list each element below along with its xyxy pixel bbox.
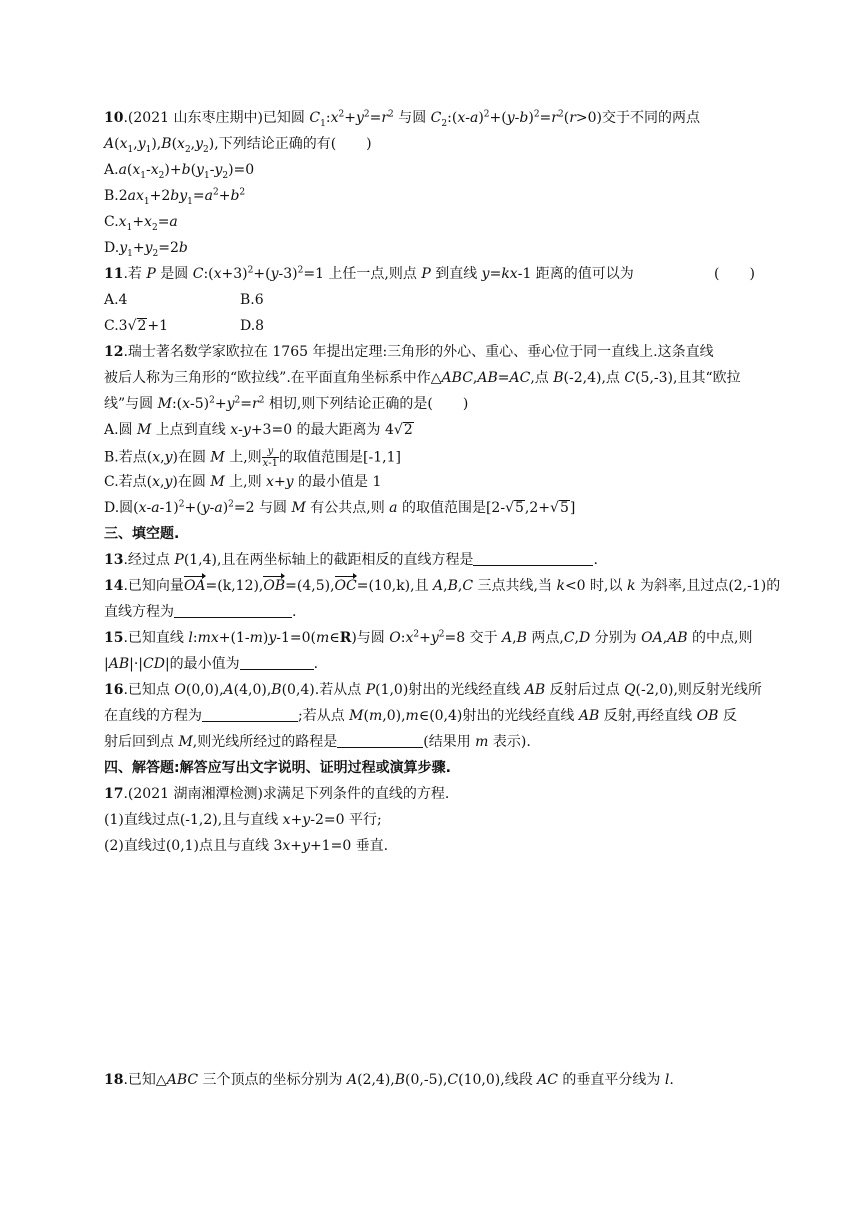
q16-line3: 射后回到点 M,则光线所经过的路程是 (结果用 m 表示).	[104, 734, 531, 750]
q17-line1: 17.(2021 湖南湘潭检测)求满足下列条件的直线的方程.	[104, 786, 450, 802]
section-answer: 四、解答题:解答应写出文字说明、证明过程或演算步骤.	[104, 760, 451, 776]
q11-option-d: D.8	[240, 318, 265, 334]
answer-blank[interactable]	[473, 551, 593, 566]
q17-number: 17	[104, 786, 124, 802]
q16-number: 16	[104, 682, 124, 698]
q13: 13.经过点 P(1,4),且在两坐标轴上的截距相反的直线方程是 .	[104, 552, 598, 568]
q14-line2: 直线方程为 .	[104, 604, 297, 620]
answer-blank[interactable]	[240, 655, 314, 670]
q13-number: 13	[104, 552, 124, 568]
q11-option-c: C.3√2+1	[104, 318, 169, 334]
answer-blank[interactable]	[337, 733, 423, 748]
q16-line1: 16.已知点 O(0,0),A(4,0),B(0,4).若从点 P(1,0)射出的光线经直线 AB 反射后过点 Q(-2,0),则反射光线所	[104, 682, 762, 698]
q10-option-a: $A.a(x_1-x_2)+b(y_1-y_2)=0$	[104, 162, 255, 181]
fraction: $\frac{y}{x-1}$	[262, 446, 279, 469]
q10-option-d: $D.y_1+y_2=2b$	[104, 240, 188, 259]
q11-answer-paren: ( )	[714, 266, 755, 282]
q10-line2: $A(x_1,y_1),B(x_2,y_2)$,下列结论正确的有( )	[104, 136, 372, 155]
q11-stem: 11.若 P 是圆 $C:(x+3)^2+(y-3)^2=1$ 上任一点,则点 P 到直线 y=kx-1 距离的值可以为	[104, 265, 634, 282]
q10-line1: 10.(2021 山东枣庄期中)已知圆 $C_1:x^2+y^2=r^2$ 与圆 $C_2:(x-a)^2+(y-b)^2=r^2(r>0)$交于不同的两点	[104, 109, 700, 129]
q15-line2: |AB|·|CD|的最小值为 .	[104, 656, 319, 672]
q16-line2: 在直线的方程为 ;若从点 M(m,0),m∈(0,4)射出的光线经直线 AB 反射,再经直线 OB 反	[104, 708, 737, 724]
q14-line1: 14.已知向量OA=(k,12),OB=(4,5),OC=(10,k),且 A,B,C 三点共线,当 k<0 时,以 k 为斜率,且过点(2,-1)的	[104, 578, 781, 594]
q11-number: 11	[104, 266, 124, 282]
q12-option-b: B.若点(x,y)在圆 M 上,则 $\frac{y}{x-1}$ 的取值范围是[-1,1]	[104, 446, 401, 469]
q17-line3: (2)直线过(0,1)点且与直线 3x+y+1=0 垂直.	[104, 838, 389, 854]
q12-line3: 线”与圆 $M:(x-5)^2+y^2=r^2$ 相切,则下列结论正确的是( )	[104, 395, 469, 412]
q14-number: 14	[104, 578, 124, 594]
q12-line2: 被后人称为三角形的“欧拉线”.在平面直角坐标系中作△ABC,AB=AC,点 B(-2,4),点 C(5,-3),且其“欧拉	[104, 370, 741, 386]
q12-line1: 12.瑞士著名数学家欧拉在 1765 年提出定理:三角形的外心、重心、垂心位于同一直线上.这条直线	[104, 344, 714, 360]
q18-number: 18	[104, 1072, 124, 1088]
q10-number: 10	[104, 110, 124, 126]
q15-line1: 15.已知直线 l:mx+(1-m)y-1=0(m∈R)与圆 $O:x^2+y^2=8$ 交于 A,B 两点,C,D 分别为 OA,AB 的中点,则	[104, 629, 753, 646]
q11-option-a: A.4	[104, 292, 128, 308]
q18: 18.已知△ABC 三个顶点的坐标分别为 A(2,4),B(0,-5),C(10,0),线段 AC 的垂直平分线为 l.	[104, 1072, 674, 1088]
q10-option-b: $B.2ax_1+2by_1=a^2+b^2$	[104, 187, 246, 207]
section-fill-in: 三、填空题.	[104, 526, 180, 542]
q10-option-c: $C.x_1+x_2=a$	[104, 214, 178, 233]
answer-blank[interactable]	[174, 603, 292, 618]
q17-line2: (1)直线过点(-1,2),且与直线 x+y-2=0 平行;	[104, 812, 382, 828]
answer-blank[interactable]	[202, 707, 298, 722]
q15-number: 15	[104, 630, 124, 646]
q11-option-b: B.6	[240, 292, 264, 308]
q12-option-a: A.圆 M 上点到直线 x-y+3=0 的最大距离为 4√2	[104, 422, 413, 438]
q12-option-c: C.若点(x,y)在圆 M 上,则 x+y 的最小值是 1	[104, 474, 382, 490]
q12-number: 12	[104, 344, 124, 360]
q12-option-d: D.圆$(x-a-1)^2+(y-a)^2=2$ 与圆 M 有公共点,则 a 的取值范围是[2-√5,2+√5]	[104, 499, 576, 516]
